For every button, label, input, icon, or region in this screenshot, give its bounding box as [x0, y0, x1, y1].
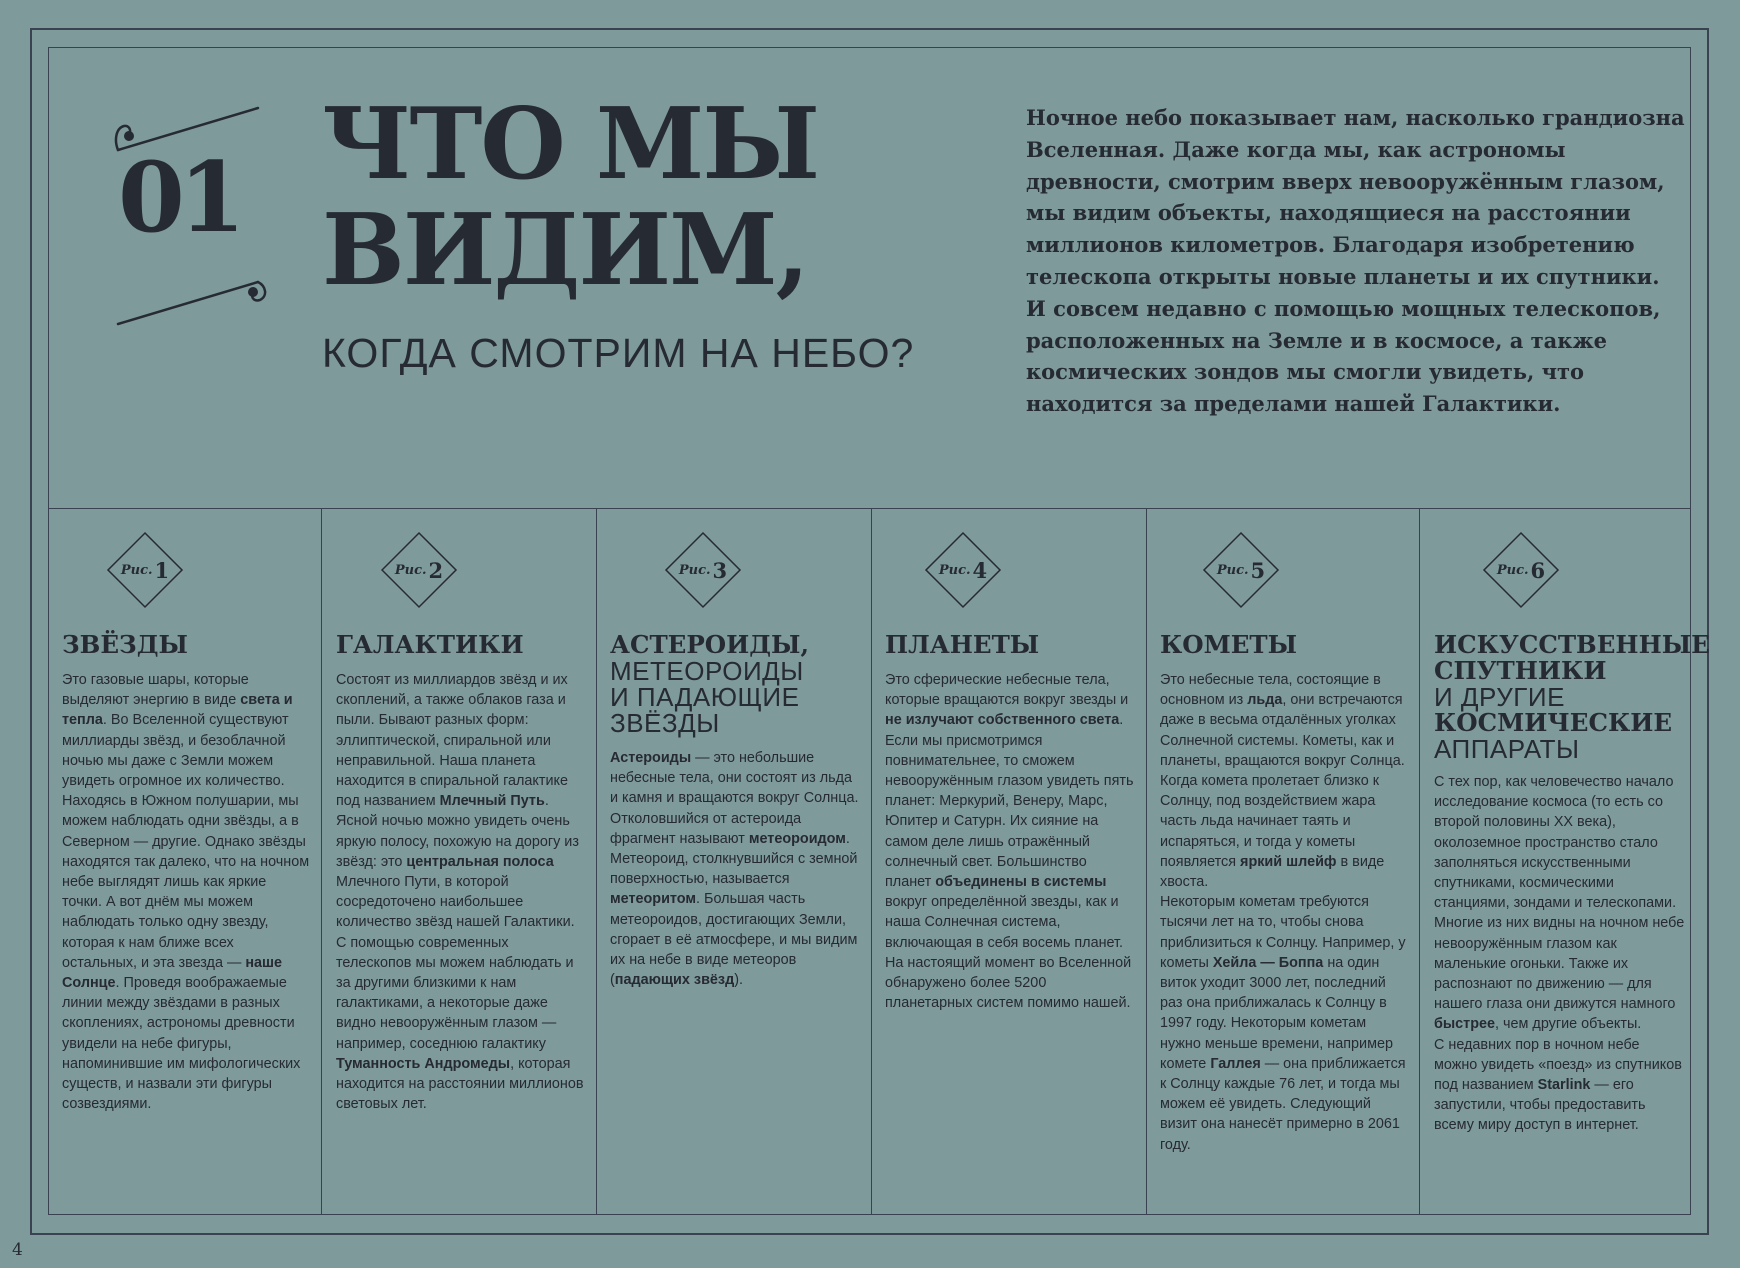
- intro-text: [1026, 102, 1686, 420]
- page-subtitle: КОГДА СМОТРИМ НА НЕБО?: [322, 330, 915, 376]
- topic-column: [62, 530, 310, 1210]
- column-body: [1160, 670, 1410, 1155]
- column-divider: [1146, 508, 1147, 1215]
- highlight-term: быстрее: [1434, 1016, 1496, 1033]
- figure-prefix: Рис.: [1216, 562, 1249, 578]
- column-title-line: И ПАДАЮЩИЕ: [610, 682, 800, 712]
- highlight-term: Млечный Путь: [439, 793, 545, 810]
- column-title-line: КОСМИЧЕСКИЕ: [1434, 708, 1673, 737]
- column-paragraph: Астероиды — это небольшие небесные тела, они состоят из льда и камня и вращаются вокруг Солнца. Отколовшийся от астероида фрагмент называют метеороидом. Метеороид, столкнувшийся с земной поверхностью, называется метеоритом. Большая часть метеороидов, достигающих Земли, сгорает в её атмосфере, и мы видим их на небе в виде метеоров (падающих звёзд).: [610, 750, 859, 989]
- highlight-term: Туманность Андромеды: [336, 1055, 511, 1072]
- highlight-term: объединены в системы: [935, 874, 1107, 891]
- column-paragraph: С недавних пор в ночном небе можно увидеть «поезд» из спутников под названием Starlink — его запустили, чтобы предоставить всему миру доступ в интернет.: [1434, 1036, 1682, 1134]
- highlight-term: не излучают собственного света: [885, 712, 1120, 729]
- highlight-term: центральная полоса: [406, 853, 554, 870]
- topic-column: [1434, 530, 1710, 1210]
- intro-paragraph: Ночное небо показывает нам, насколько грандиозна Вселенная. Даже когда мы, как астрономы древности, смотрим вверх невооружённым глазом, мы видим объекты, находящиеся на расстоянии миллионов километров. Благодаря изобретению телескопа открыты новые планеты и их спутники.: [1026, 105, 1685, 289]
- column-paragraph: Это сферические небесные тела, которые вращаются вокруг звезды и не излучают собственного света. Если мы присмотримся повнимательнее, то сможем невооружённым глазом увидеть пять планет: Меркурий, Венеру, Марс, Юпитер и Сатурн. Их сияние на самом деле лишь отражённый солнечный свет. Большинство планет объединены в системы вокруг определённой звезды, как и наша Солнечная система, включающая в себя восемь планет. На настоящий момент во Вселенной обнаружено более 5200 планетарных систем помимо нашей.: [885, 672, 1134, 1012]
- column-title-line: АСТЕРОИДЫ,: [610, 630, 810, 659]
- highlight-term: падающих звёзд: [614, 972, 735, 989]
- title-line: ЧТО МЫ: [322, 87, 819, 202]
- highlight-term: льда: [1247, 692, 1283, 709]
- figure-prefix: Рис.: [678, 562, 711, 578]
- topic-column: [610, 530, 860, 1210]
- column-body: [1434, 772, 1686, 1136]
- column-title: [1160, 632, 1410, 658]
- column-title-line: ЗВЁЗДЫ: [610, 708, 720, 738]
- column-paragraph: Состоят из миллиардов звёзд и их скоплений, а также облаков газа и пыли. Бывают разных форм: эллиптической, спиральной или неправильной. Наша планета находится в спиральной галактике под названием Млечный Путь. Ясной ночью можно увидеть очень яркую полосу, похожую на дорогу из звёзд: это центральная полоса Млечного Пути, в которой сосредоточено наибольшее количество звёзд нашей Галактики.: [336, 672, 579, 931]
- column-title-line: АППАРАТЫ: [1434, 734, 1580, 764]
- column-divider: [321, 508, 322, 1215]
- highlight-term: Астероиды: [610, 750, 692, 766]
- topic-column: [885, 530, 1135, 1210]
- highlight-term: наше Солнце: [62, 954, 283, 992]
- column-title-line: СПУТНИКИ: [1434, 656, 1607, 685]
- column-paragraph: Это небесные тела, состоящие в основном из льда, они встречаются даже в весьма отдалённых уголках Солнечной системы. Кометы, как и планеты, вращаются вокруг Солнца. Когда комета пролетает близко к Солнцу, под воздействием жара часть льда начинает таять и испаряться, и тогда у кометы появляется яркий шлейф в виде хвоста.: [1160, 672, 1405, 891]
- column-paragraph: Некоторым кометам требуются тысячи лет на то, чтобы снова приблизиться к Солнцу. Например, у кометы Хейла — Боппа на один виток уходит 3000 лет, последний раз она приближалась к Солнцу в 1997 году. Некоторым кометам нужно меньше времени, например комете Галлея — она приближается к Солнцу каждые 76 лет, и тогда мы можем её увидеть. Следующий визит она нанесёт примерно в 2061 году.: [1160, 894, 1406, 1153]
- column-body: [610, 748, 860, 990]
- column-title-line: ПЛАНЕТЫ: [885, 630, 1040, 659]
- column-divider: [871, 508, 872, 1215]
- column-title-line: И ДРУГИЕ: [1434, 682, 1565, 712]
- column-body: [336, 670, 586, 1114]
- highlight-term: метеороидом: [748, 830, 846, 847]
- topic-column: [336, 530, 586, 1210]
- column-paragraph: С помощью современных телескопов мы можем наблюдать и за другими близкими к нам галактиками, а некоторые даже видно невооружённым глазом — например, соседнюю галактику Туманность Андромеды, которая находится на расстоянии миллионов световых лет.: [336, 934, 584, 1113]
- column-divider: [1419, 508, 1420, 1215]
- figure-prefix: Рис.: [394, 562, 427, 578]
- highlight-term: Галлея: [1210, 1055, 1261, 1072]
- figure-number: 2: [428, 557, 444, 583]
- column-title-line: КОМЕТЫ: [1160, 630, 1298, 659]
- figure-number: 5: [1250, 557, 1266, 583]
- section-number: 01: [118, 141, 240, 254]
- figure-number: 6: [1530, 557, 1546, 583]
- figure-number: 4: [972, 557, 988, 583]
- topic-column: [1160, 530, 1410, 1210]
- highlight-term: яркий шлейф: [1240, 853, 1337, 870]
- column-paragraph: С тех пор, как человечество начало исследование космоса (то есть со второй половины XX века), околоземное пространство стало заполняться искусственными спутниками, космическими станциями, зондами и телескопами. Многие из них видны на ночном небе невооружённым глазом как маленькие огоньки. Также их распознают по движению — для нашего глаза они движутся намного быстрее, чем другие объекты.: [1434, 774, 1685, 1033]
- column-title: [1434, 630, 1710, 764]
- figure-number: 1: [154, 557, 170, 583]
- page-number: 4: [12, 1240, 23, 1260]
- column-paragraph: Это газовые шары, которые выделяют энергию в виде света и тепла. Во Вселенной существуют миллиарды звёзд, и безоблачной ночью мы даже с Земли можем увидеть огромное их количество. Находясь в Южном полушарии, мы можем наблюдать одни звёзды, а в Северном — другие. Однако звёзды находятся так далеко, что на ночном небе выглядят лишь как яркие точки. А вот днём мы можем наблюдать только одну звезду, которая к нам ближе всех остальных, и эта звезда — наше Солнце. Проведя воображаемые линии между звёздами в разных скоплениях, астрономы древности увидели на небе фигуры, напоминившие им мифологических существ, и назвали эти фигуры созвездиями.: [62, 672, 310, 1113]
- highlight-term: метеоритом: [610, 891, 697, 908]
- column-title: [62, 632, 310, 658]
- title-line: ВИДИМ,: [322, 193, 808, 308]
- figure-prefix: Рис.: [938, 562, 971, 578]
- column-title-line: МЕТЕОРОИДЫ: [610, 656, 804, 686]
- figure-prefix: Рис.: [120, 562, 153, 578]
- page-title: [322, 87, 922, 308]
- column-title: [610, 632, 860, 736]
- figure-prefix: Рис.: [1496, 562, 1529, 578]
- column-body: [885, 670, 1135, 1013]
- highlight-term: Хейла — Боппа: [1212, 954, 1324, 971]
- column-title: [885, 632, 1135, 658]
- highlight-term: Starlink: [1537, 1077, 1591, 1094]
- header-divider: [48, 508, 1691, 509]
- column-title-line: ЗВЁЗДЫ: [62, 630, 188, 659]
- column-title-line: ИСКУССТВЕННЫЕ: [1434, 630, 1710, 659]
- highlight-term: света и тепла: [62, 692, 293, 729]
- column-body: [62, 670, 310, 1114]
- column-title-line: ГАЛАКТИКИ: [336, 630, 524, 659]
- column-title: [336, 632, 586, 658]
- figure-number: 3: [712, 557, 728, 583]
- column-divider: [596, 508, 597, 1215]
- intro-paragraph: И совсем недавно с помощью мощных телескопов, расположенных на Земле и в космосе, а также космических зондов мы смогли увидеть, что находится за пределами нашей Галактики.: [1026, 295, 1661, 417]
